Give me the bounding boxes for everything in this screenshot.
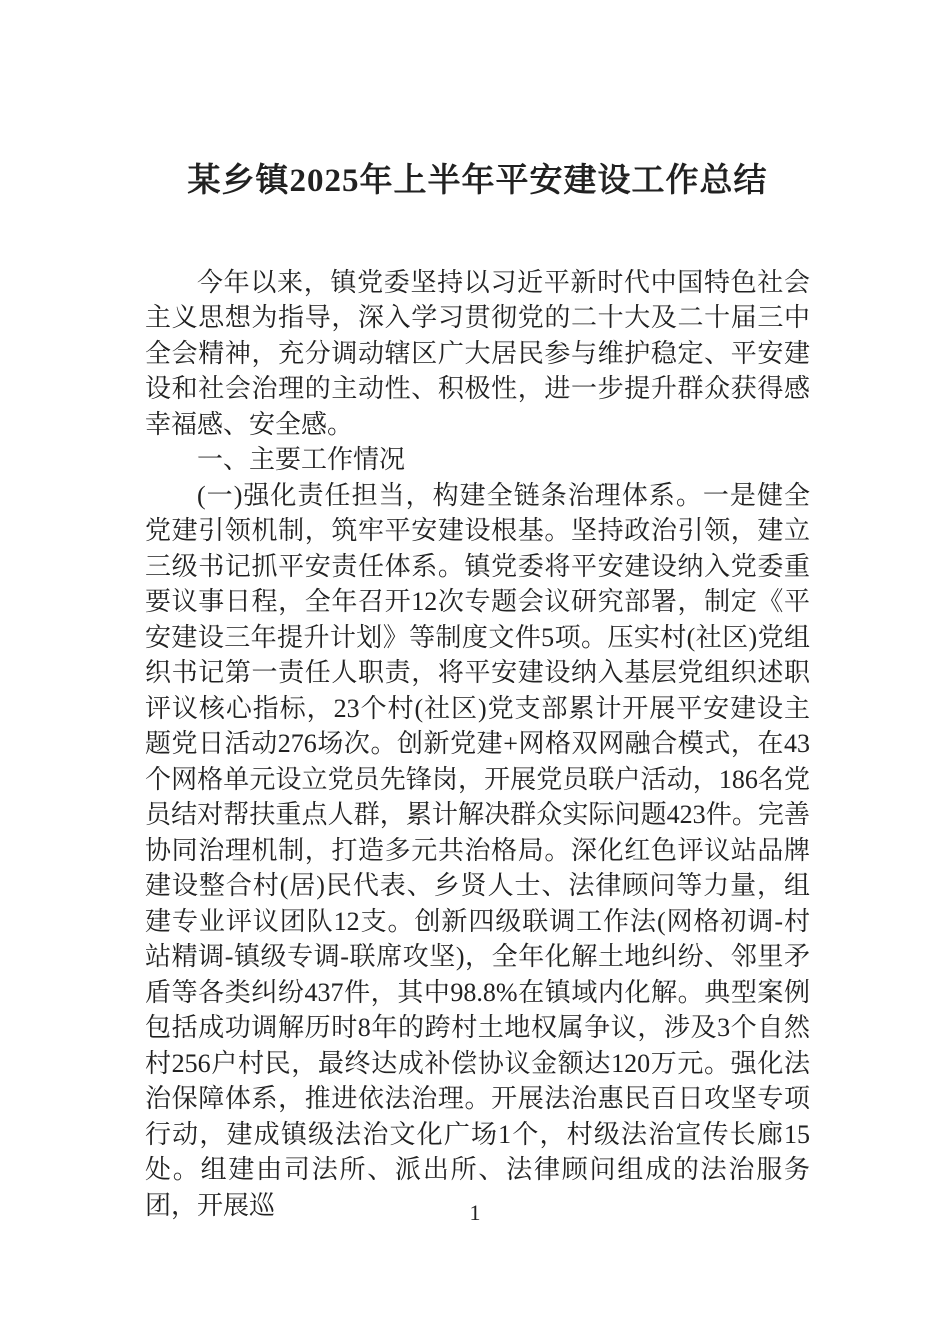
paragraph-body: (一)强化责任担当，构建全链条治理体系。一是健全党建引领机制，筑牢平安建设根基。坚持政治引领，建立三级书记抓平安责任体系。镇党委将平安建设纳入党委重要议事日程，全年召开12次专题会议研究部署，制定《平安建设三年提升计划》等制度文件5项。压实村(社区)党组织书记第一责任人职责，将平安建设纳入基层党组织述职评议核心指标，23个村(社区)党支部累计开展平安建设主题党日活动276场次。创新党建+网格双网融合模式，在43个网格单元设立党员先锋岗，开展党员联户活动，186名党员结对帮扶重点人群，累计解决群众实际问题423件。完善协同治理机制，打造多元共治格局。深化红色评议站品牌建设整合村(居)民代表、乡贤人士、法律顾问等力量，组建专业评议团队12支。创新四级联调工作法(网格初调-村站精调-镇级专调-联席攻坚)，全年化解土地纠纷、邻里矛盾等各类纠纷437件，其中98.8%在镇域内化解。典型案例包括成功调解历时8年的跨村土地权属争议，涉及3个自然村256户村民，最终达成补偿协议金额达120万元。强化法治保障体系，推进依法治理。开展法治惠民百日攻坚专项行动，建成镇级法治文化广场1个，村级法治宣传长廊15处。组建由司法所、派出所、法律顾问组成的法治服务团，开展巡: [145, 480, 810, 1220]
document-content: [145, 160, 810, 1223]
document-title: 某乡镇2025年上半年平安建设工作总结: [187, 163, 768, 199]
paragraph-intro: 今年以来，镇党委坚持以习近平新时代中国特色社会主义思想为指导，深入学习贯彻党的二十大及二十届三中全会精神，充分调动辖区广大居民参与维护稳定、平安建设和社会治理的主动性、积极性，进一步提升群众获得感幸福感、安全感。: [145, 267, 810, 439]
page-number: 1: [469, 1200, 481, 1225]
section-heading: 一、主要工作情况: [197, 445, 406, 475]
